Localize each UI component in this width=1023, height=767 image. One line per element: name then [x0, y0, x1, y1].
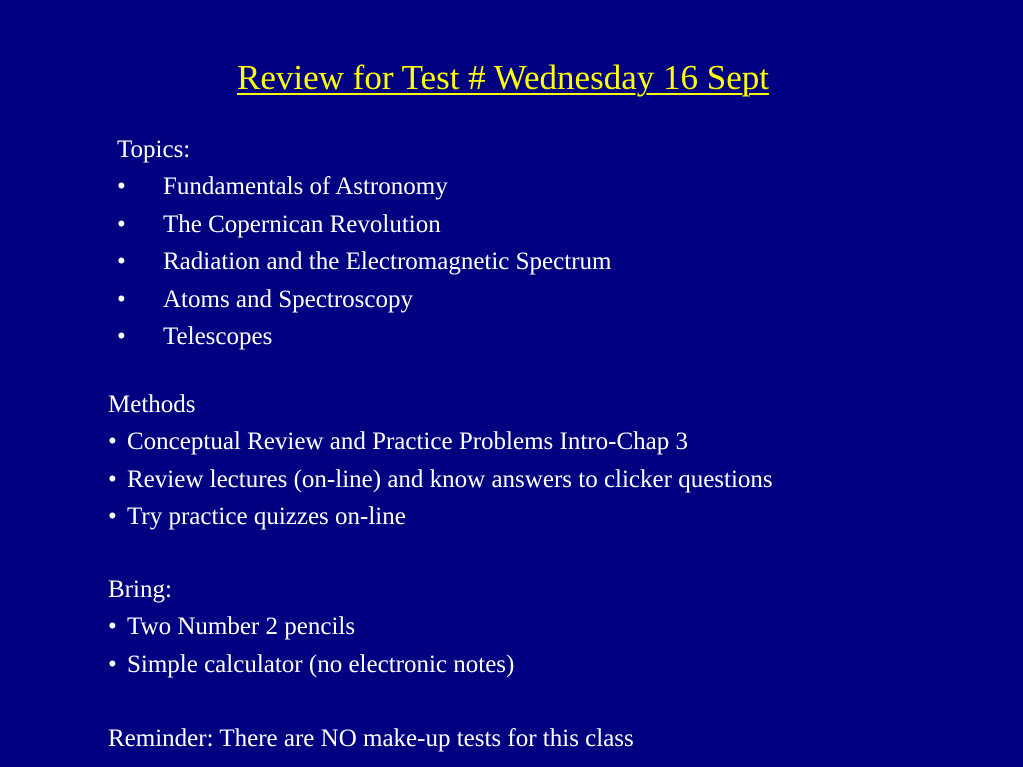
topic-item: [117, 206, 441, 243]
method-item: [108, 498, 773, 535]
methods-section: [108, 386, 773, 536]
topic-label: Telescopes: [163, 322, 273, 350]
topic-label: The Copernican Revolution: [163, 210, 441, 238]
bring-item: [108, 646, 514, 683]
bring-heading: Bring:: [108, 576, 172, 603]
bullet-icon: •: [117, 285, 126, 313]
bullet-icon: •: [117, 322, 126, 350]
topic-item: [117, 281, 413, 318]
topic-label: Radiation and the Electromagnetic Spectrum: [163, 248, 612, 276]
method-item: [108, 461, 773, 498]
methods-heading: Methods: [108, 391, 196, 418]
topics-heading: Topics:: [117, 136, 191, 163]
topic-item: [117, 243, 612, 280]
bullet-icon: •: [117, 210, 126, 238]
topic-label: Fundamentals of Astronomy: [163, 173, 448, 201]
bullet-icon: •: [117, 248, 126, 276]
method-label: Conceptual Review and Practice Problems Intro-Chap 3: [127, 428, 688, 456]
reminder-text: [108, 720, 634, 757]
method-label: Try practice quizzes on-line: [127, 503, 406, 531]
bring-section: [108, 571, 514, 683]
topics-section: [117, 131, 612, 355]
bullet-icon: •: [108, 650, 117, 678]
bullet-icon: •: [108, 613, 117, 641]
topic-label: Atoms and Spectroscopy: [163, 285, 413, 313]
reminder-label: Reminder: There are NO make-up tests for this class: [108, 725, 634, 752]
method-item: [108, 423, 773, 460]
slide-title: Review for Test # Wednesday 16 Sept: [237, 58, 769, 97]
bring-label: Simple calculator (no electronic notes): [127, 650, 515, 678]
topic-item: [117, 318, 273, 355]
bring-item: [108, 608, 514, 645]
bullet-icon: •: [108, 503, 117, 531]
bullet-icon: •: [117, 173, 126, 201]
bullet-icon: •: [108, 428, 117, 456]
method-label: Review lectures (on-line) and know answers to clicker questions: [127, 465, 773, 493]
topic-item: [117, 168, 448, 205]
bullet-icon: •: [108, 465, 117, 493]
bring-label: Two Number 2 pencils: [127, 613, 356, 641]
